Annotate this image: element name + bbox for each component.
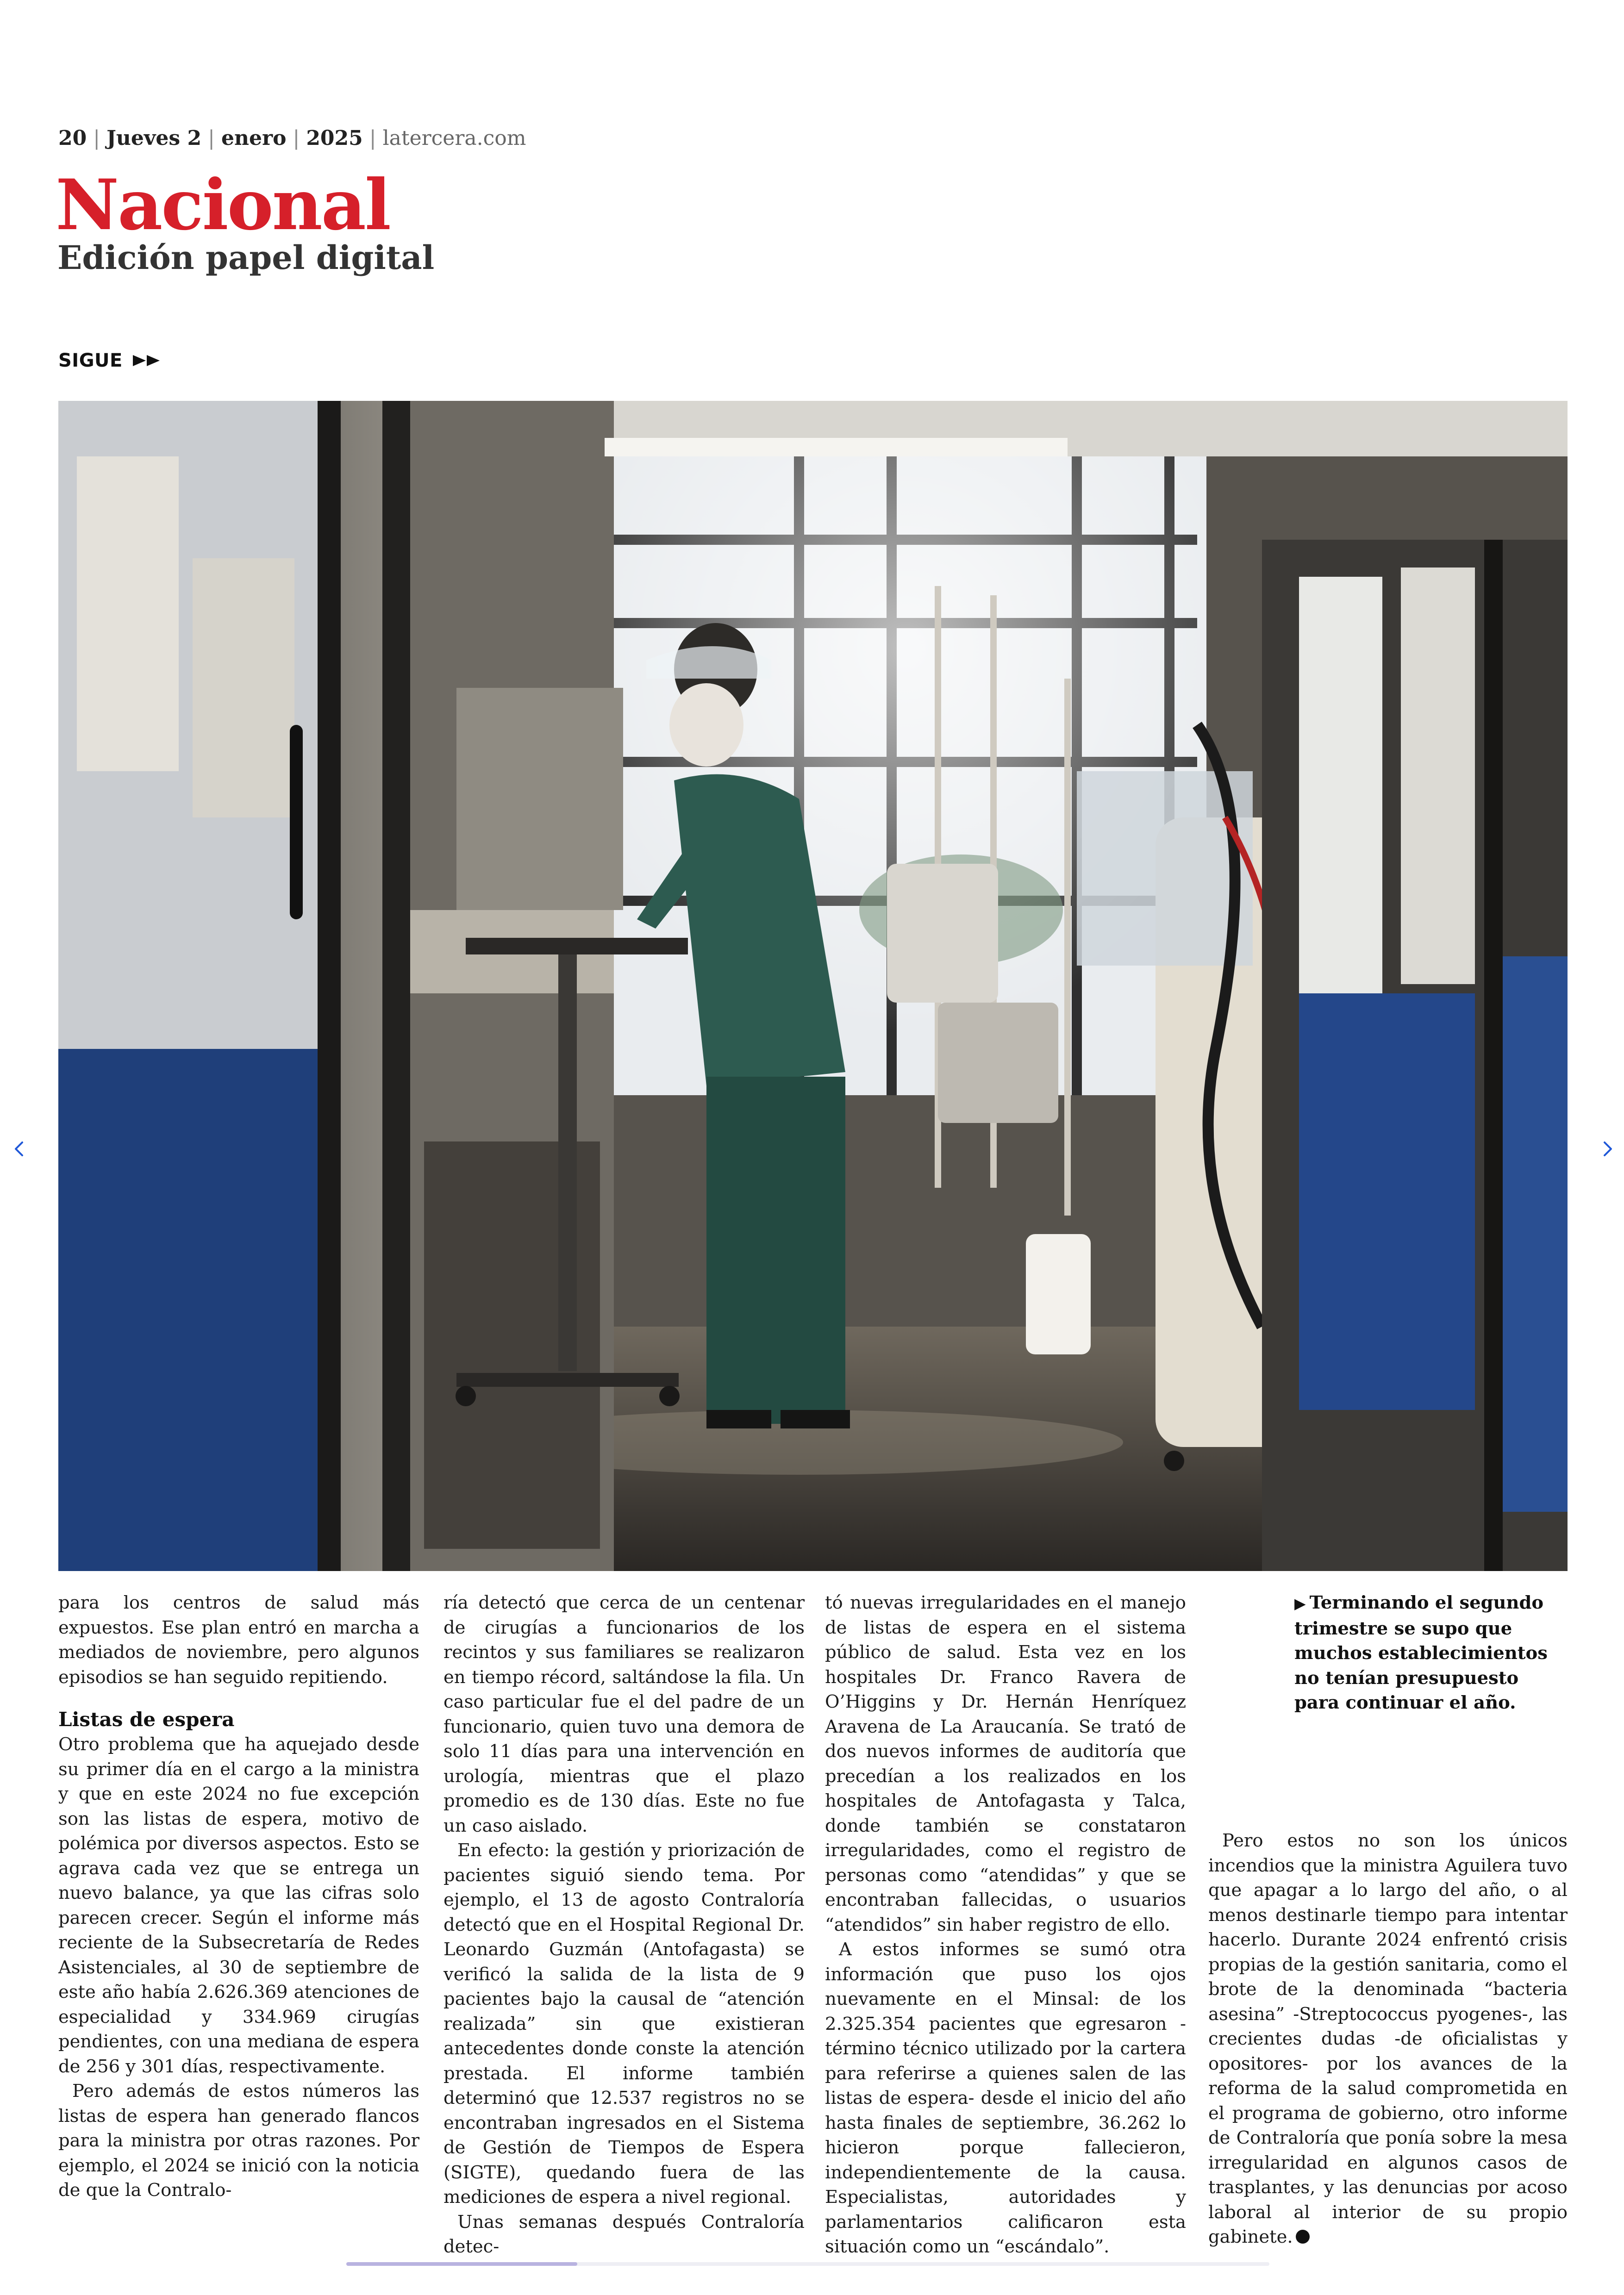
separator: | [293, 126, 300, 150]
photo-caption [1294, 1590, 1568, 1715]
article-column-1 [58, 1590, 419, 2203]
section-title: Nacional [56, 164, 390, 246]
separator: | [369, 126, 376, 150]
continue-label [58, 350, 162, 371]
article-paragraph: En efecto: la gestión y priorización de pacientes siguió siendo tema. Por ejemplo, el 13 de agosto Contraloría detectó que en el Hospital Regional Dr. Leonardo Guzmán (Antofagasta) se verificó la salida de la lista de 9 pacientes bajo la causal de “atención realizada” sin que existieran antecedentes donde conste la atención prestada. El informe también determinó que 12.537 registros no se encontraban ingresados en el Sistema de Gestión de Tiempos de Espera (SIGTE), quedando fuera de las mediciones de espera a nivel regional. [443, 1840, 805, 2208]
article-paragraph-text: Pero estos no son los únicos incendios que la ministra Aguilera tuvo que apagar a lo largo del año, o al menos destinarle tiempo para intentar hacerlo. Durante 2024 enfrentó crisis propias de la gestión sanitaria, como el brote de la denominada “bacteria asesina” -Streptococcus pyogenes-, las crecientes dudas -de oficialistas y opositores- por los avances de la reforma de la salud comprometida en el programa de gobierno, otro informe de Contraloría que ponía sobre la mesa irregularidad en algunos casos de trasplantes, y las denuncias por acoso laboral al interior de su propio gabinete. [1208, 1830, 1568, 2247]
scrollbar-thumb[interactable] [346, 2262, 577, 2266]
chevron-right-icon [1598, 1140, 1617, 1158]
date-year: 2025 [306, 126, 363, 150]
caption-triangle-icon: ▶ [1294, 1595, 1306, 1612]
article-paragraph: Unas semanas después Contraloría detec- [443, 2211, 805, 2257]
prev-page-button[interactable] [6, 1135, 33, 1163]
article-column-2 [443, 1590, 805, 2259]
page-header-line [58, 124, 526, 152]
article-paragraph: ría detectó que cerca de un centenar de cirugías a funcionarios de los recintos y sus familiares se realizaron en tiempo récord, saltándose la fila. Un caso particular fue el del padre de un funcionario, quien tuvo una demora de solo 11 días para una intervención en urología, mientras que el plazo promedio es de 130 días. Este no fue un caso aislado. [443, 1592, 805, 1836]
page-number: 20 [58, 126, 87, 150]
article-paragraph: A estos informes se sumó otra información que puso los ojos nuevamente en el Minsal: de los 2.325.354 pacientes que egresaron -término técnico utilizado por la cartera para referirse a quienes salen de las listas de espera- desde el inicio del año hasta finales de septiembre, 36.262 lo hicieron porque fallecieron, independientemente de la causa. Especialistas, autoridades y parlamentarios calificaron esta situación como un “escándalo”. [825, 1939, 1186, 2257]
fast-forward-icon [132, 354, 162, 368]
continue-text: SIGUE [58, 350, 123, 371]
article-paragraph: tó nuevas irregularidades en el manejo de listas de espera en el sistema público de salud. Esta vez en los hospitales Dr. Franco Ravera de O’Higgins y Dr. Hernán Henríquez Aravena de La Araucanía. Se trató de dos nuevos informes de auditoría que precedían a los realizados en los hospitales de Antofagasta y Talca, donde también se constataron irregularidades, como el registro de personas como “atendidas” y que se encontraban fallecidas, o usuarios “atendidos” sin haber registro de ello. [825, 1592, 1186, 1935]
article-paragraph: Pero además de estos números las listas de espera han generado flancos para la ministra por otras razones. Por ejemplo, el 2024 se inició con la noticia de que la Contralo- [58, 2081, 419, 2201]
date-month: enero [221, 126, 287, 150]
article-photo [58, 401, 1568, 1571]
edition-subtitle: Edición papel digital [57, 238, 435, 277]
site-link[interactable]: latercera.com [382, 126, 526, 150]
chevron-left-icon [10, 1140, 29, 1158]
photo-illustration [58, 401, 1568, 1571]
article-column-4 [1208, 1828, 1568, 2250]
article-paragraph [1208, 1828, 1568, 2250]
article-column-3 [825, 1590, 1186, 2259]
caption-text: Terminando el segundo trimestre se supo que muchos establecimientos no tenían presupuesto para continuar el año. [1294, 1592, 1548, 1713]
article-paragraph: Otro problema que ha aquejado desde su primer día en el cargo a la ministra y que en este 2024 no fue excepción son las listas de espera, motivo de polémica por diversos aspectos. Esto se agrava cada vez que se entrega un nuevo balance, ya que las cifras solo parecen crecer. Según el informe más reciente de la Subsecretaría de Redes Asistenciales, al 30 de septiembre de este año había 2.626.369 atenciones de especialidad y 334.969 cirugías pendientes, con una mediana de espera de 256 y 301 días, respectivamente. [58, 1734, 419, 2077]
end-mark-icon [1296, 2230, 1310, 2244]
article-paragraph: para los centros de salud más expuestos. Ese plan entró en marcha a mediados de noviembre, pero algunos episodios se han seguido repitiendo. [58, 1592, 419, 1688]
separator: | [208, 126, 215, 150]
date-weekday-day: Jueves 2 [106, 126, 202, 150]
subheading: Listas de espera [58, 1708, 235, 1731]
horizontal-scrollbar[interactable] [346, 2262, 1269, 2266]
next-page-button[interactable] [1593, 1135, 1621, 1163]
separator: | [93, 126, 100, 150]
